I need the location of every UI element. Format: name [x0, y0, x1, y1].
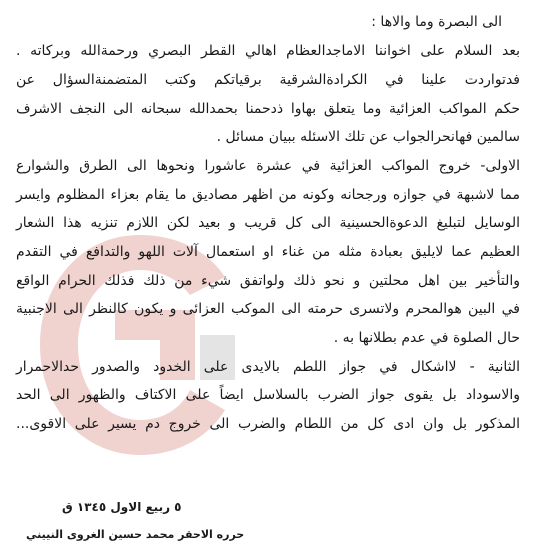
text-line: سالمين فهانحرالجواب عن تلك الاسئله ببيان مسائل .	[216, 129, 520, 145]
text-line: حال الصلوة في عدم بطلانها به .	[333, 330, 520, 346]
text-line: المذكور بل وان ادى كل من اللطام والضرب الى خروج دم يسير على الاقوى...	[16, 416, 520, 432]
text-line: الوسايل لتبليغ الدعوةالحسينية الى كل قريب و بعيد لكن اللازم تنزيه هذا الشعار	[16, 215, 520, 231]
text-line: مما لاشبهة في جوازه ورجحانه وكونه من اظهر مصاديق ما يقام بعزاء المظلوم وايسر	[16, 187, 520, 203]
text-line: والتأخير بين اهل محلتين و نحو ذلك ولواتفق شيء من ذلك فذلك الحرام الواقع	[16, 273, 520, 289]
text-line: في البين هوالمحرم ولاتسرى حرمته الى الموكب العزائى و يكون كالنظر الى الاجنبية	[16, 301, 520, 317]
text-line: والاسوداد بل يقوى جواز الضرب بالسلاسل ايضاً على الاكتاف والظهور الى الحد	[16, 387, 520, 403]
text-line: العظيم عما لايليق بعبادة مثله من غناء او استعمال آلات اللهو والتدافع في التقدم	[16, 244, 520, 260]
text-line: فدتواردت علينا في الكرادةالشرقية برقياتكم وكتب المتضمنةالسؤال عن	[16, 72, 520, 88]
document-date: ٥ ربيع الاول ١٣٤٥ ق	[62, 500, 182, 514]
text-line-second-issue: الثانية - لااشكال في جواز اللطم بالايدى على الخدود والصدور حدالاحمرار	[16, 359, 520, 375]
author-signature: حرره الاحقر محمد حسين الغروى النييني	[26, 528, 245, 541]
text-line-first-issue: الاولى- خروج المواكب العزائية في عشرة عاشورا ونحوها الى الطرق والشوارع	[16, 158, 520, 174]
text-line: حكم المواكب العزائية وما يتعلق بهاوا ذدحمنا بحمدالله سبحانه الى النجف الاشرف	[16, 101, 520, 117]
text-line: بعد السلام على اخواننا الاماجدالعظام اهالي القطر البصري ورحمةالله وبركاته .	[16, 43, 520, 59]
text-line-salutation: الى البصرة وما والاها :	[371, 14, 502, 30]
